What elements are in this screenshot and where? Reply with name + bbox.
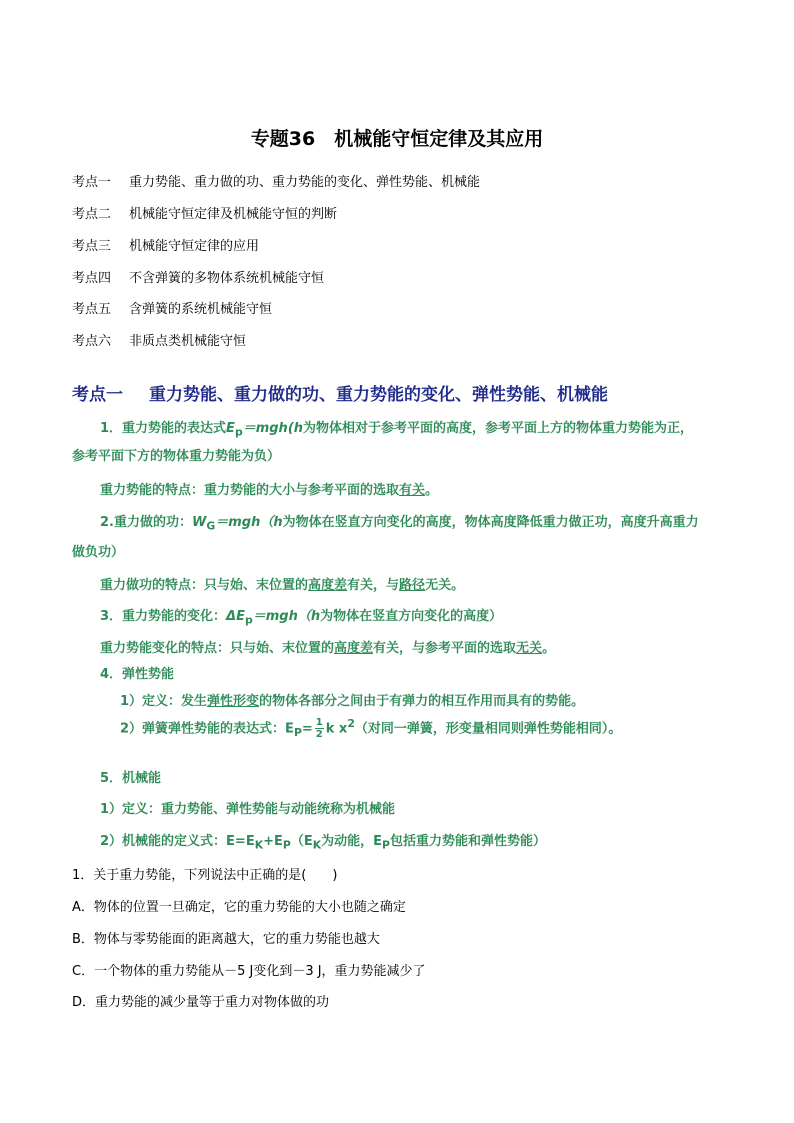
- p4b-equals: =: [301, 721, 313, 737]
- toc-label: 考点一: [72, 175, 112, 190]
- p3-equation: ＝mgh: [252, 609, 298, 624]
- p3-subscript: p: [245, 613, 253, 627]
- f1-underlined: 有关: [399, 483, 426, 498]
- p1-rest: 为物体相对于参考平面的高度，参考平面上方的物体重力势能为正，: [303, 421, 694, 436]
- p3-paren-h: （h: [297, 609, 321, 624]
- paragraph-3: [100, 605, 502, 627]
- feature-2: [100, 574, 464, 593]
- option-c: C．一个物体的重力势能从－5 J变化到－3 J，重力势能减少了: [72, 964, 426, 979]
- toc-text: 不含弹簧的多物体系统机械能守恒: [129, 271, 325, 286]
- f3-pre: 重力势能变化的特点：只与始、末位置的: [100, 641, 335, 656]
- f3-underlined-2: 无关: [516, 641, 543, 656]
- toc-text: 非质点类机械能守恒: [129, 334, 247, 349]
- toc-item: [72, 171, 480, 190]
- p1-lead: 1．重力势能的表达式: [100, 421, 227, 436]
- p4a-post: 的物体各部分之间由于有弹力的相互作用而具有的势能。: [259, 694, 585, 709]
- toc-item: [72, 235, 259, 254]
- paragraph-2-line-1: [100, 511, 699, 533]
- toc-item: [72, 203, 337, 222]
- section-heading: [72, 380, 608, 405]
- paragraph-1-line-2: 参考平面下方的物体重力势能为负）: [72, 449, 281, 464]
- p2-equation: ＝mgh: [215, 515, 261, 530]
- p5b-pre: 2）机械能的定义式：E=E: [100, 834, 255, 849]
- p4b-pre: 2）弹簧弹性势能的表达式：E: [120, 721, 294, 737]
- p5b-sub-2: P: [282, 838, 291, 852]
- f2-mid: 有关，与: [347, 578, 400, 593]
- toc-text: 重力势能、重力做的功、重力势能的变化、弹性势能、机械能: [129, 175, 481, 190]
- f3-post: 。: [542, 641, 556, 656]
- toc-item: [72, 298, 272, 317]
- toc-label: 考点四: [72, 271, 112, 286]
- toc-text: 机械能守恒定律及机械能守恒的判断: [129, 207, 338, 222]
- section-text: 重力势能、重力做的功、重力势能的变化、弹性势能、机械能: [149, 385, 608, 405]
- p5b-plus: +E: [263, 834, 283, 849]
- question-stem: 1．关于重力势能，下列说法中正确的是( ): [72, 868, 338, 883]
- formula-5-2: [100, 830, 546, 852]
- p5b-part-2: 为动能，E: [321, 834, 383, 849]
- p4a-pre: 1）定义：发生: [120, 694, 208, 709]
- feature-1: [100, 479, 438, 498]
- p4b-kx: k x: [325, 721, 348, 737]
- paragraph-2-line-2: 做负功）: [72, 545, 125, 560]
- f2-post: 无关。: [425, 578, 465, 593]
- p2-lead: 2.重力做的功：: [100, 515, 192, 530]
- p2-subscript: G: [206, 519, 216, 533]
- p3-rest: 为物体在竖直方向变化的高度）: [320, 609, 503, 624]
- p5b-sub-4: P: [382, 838, 390, 852]
- f2-underlined-2: 路径: [399, 578, 426, 593]
- p1-equation: ＝mgh: [242, 421, 288, 436]
- f2-underlined-1: 高度差: [308, 578, 348, 593]
- paragraph-1-line-1: [100, 417, 693, 439]
- toc-label: 考点五: [72, 302, 112, 317]
- heading-4: 4．弹性势能: [100, 667, 175, 682]
- f1-pre: 重力势能的特点：重力势能的大小与参考平面的选取: [100, 483, 400, 498]
- heading-5: 5．机械能: [100, 771, 162, 786]
- p4b-superscript: 2: [347, 717, 355, 730]
- definition-4-1: [120, 690, 584, 709]
- option-b: B．物体与零势能面的距离越大，它的重力势能也越大: [72, 932, 380, 947]
- p5b-sub-1: K: [254, 838, 264, 852]
- p4b-post: （对同一弹簧，形变量相同则弹性势能相同）。: [354, 721, 622, 737]
- toc-text: 含弹簧的系统机械能守恒: [129, 302, 273, 317]
- f3-mid: 有关，与参考平面的选取: [373, 641, 517, 656]
- p1-symbol: E: [226, 421, 235, 436]
- definition-5-1: 1）定义：重力势能、弹性势能与动能统称为机械能: [100, 802, 396, 817]
- p5b-part-3: 包括重力势能和弹性势能）: [389, 834, 546, 849]
- p2-rest: 为物体在竖直方向变化的高度，物体高度降低重力做正功，高度升高重力: [282, 515, 699, 530]
- f2-pre: 重力做功的特点：只与始、末位置的: [100, 578, 309, 593]
- toc-label: 考点二: [72, 207, 112, 222]
- section-label: 考点一: [72, 385, 123, 405]
- p4a-underlined: 弹性形变: [207, 694, 260, 709]
- f3-underlined-1: 高度差: [334, 641, 374, 656]
- fraction-denominator: 2: [315, 729, 323, 741]
- p3-delta: ΔE: [226, 609, 245, 624]
- p1-paren-h: (h: [287, 421, 304, 436]
- page-title: 专题36 机械能守恒定律及其应用: [250, 128, 544, 150]
- p2-symbol: W: [191, 515, 207, 530]
- fraction-numerator: 1: [315, 717, 323, 729]
- p1-subscript: p: [234, 425, 243, 439]
- p4b-subscript: P: [293, 725, 302, 739]
- p3-lead: 3．重力势能的变化：: [100, 609, 227, 624]
- p5b-part-1: （E: [290, 834, 313, 849]
- toc-item: [72, 330, 246, 349]
- option-d: D．重力势能的减少量等于重力对物体做的功: [72, 995, 330, 1010]
- feature-3: [100, 637, 555, 656]
- f1-post: 。: [425, 483, 439, 498]
- option-a: A．物体的位置一旦确定，它的重力势能的大小也随之确定: [72, 900, 406, 915]
- p2-paren-h: （h: [260, 515, 283, 530]
- fraction: [315, 717, 324, 740]
- toc-label: 考点三: [72, 239, 112, 254]
- formula-4-2: [120, 717, 621, 740]
- toc-text: 机械能守恒定律的应用: [129, 239, 260, 254]
- p5b-sub-3: K: [312, 838, 322, 852]
- toc-label: 考点六: [72, 334, 112, 349]
- toc-item: [72, 267, 324, 286]
